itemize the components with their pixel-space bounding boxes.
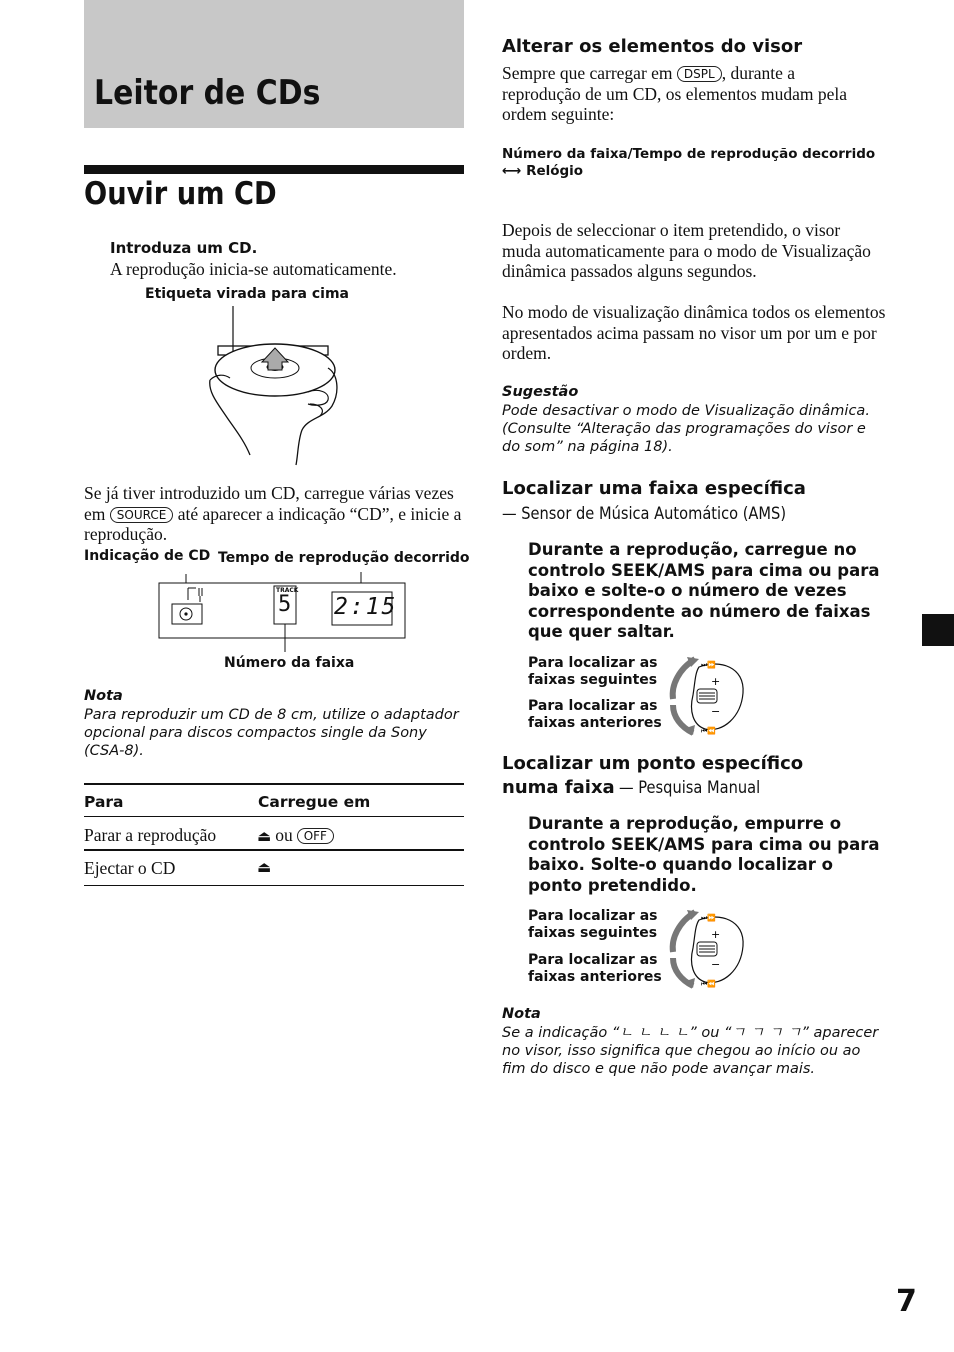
elapsed-time-label: Tempo de reprodução decorrido — [218, 550, 470, 566]
eject-icon: ⏏ — [257, 858, 272, 876]
track-digit: 5 — [278, 592, 292, 617]
svg-text:+: + — [711, 675, 721, 688]
cd-indication-label: Indicação de CD — [84, 548, 211, 564]
display-change-paragraph — [502, 63, 877, 125]
note1-text: Para reproduzir um CD de 8 cm, utilize o adaptador opcional para discos compactos single da Sony (CSA-8). — [84, 707, 459, 759]
loaded-text-a: Se já tiver introduzido um CD, carregue várias vezes em — [84, 483, 454, 524]
intro-step-desc: A reprodução inicia-se automaticamente. — [110, 259, 397, 279]
dspl-key: DSPL — [677, 66, 722, 82]
dynamic-para-2: No modo de visualização dinâmica todos os elementos apresentados acima passam no visor um por um e por ordem. — [502, 302, 886, 363]
svg-text:+: + — [711, 928, 721, 941]
note2-text: Se a indicação “ㄴ ㄴ ㄴ ㄴ” ou “ㄱ ㄱ ㄱ ㄱ” aparecer no visor, isso significa que chegou ao início ou ao fim do disco e que não pode avançar mais. — [502, 1025, 879, 1077]
manual-label-next: Para localizar as faixas seguintes — [528, 908, 658, 941]
manual-heading-1: Localizar um ponto específico — [502, 753, 804, 774]
manual-heading-row — [502, 777, 783, 798]
track-tag: TRACK — [276, 587, 299, 594]
intro-step: Introduza um CD. — [110, 239, 258, 257]
svg-text:−: − — [711, 705, 721, 718]
table-bottom-rule — [84, 885, 464, 886]
ams-label-prev: Para localizar as faixas anteriores — [528, 698, 662, 731]
tip-text: Pode desactivar o modo de Visualização dinâmica. (Consulte “Alteração das programações do visor e do som” na página 18). — [502, 403, 870, 455]
page-number: 7 — [896, 1284, 917, 1319]
table-header-para: Para — [84, 793, 124, 811]
svg-text:−: − — [711, 958, 721, 971]
manual-heading-2: numa faixa — [502, 777, 615, 798]
ams-heading: Localizar uma faixa específica — [502, 478, 806, 499]
dynamic-para-1: Depois de seleccionar o item pretendido, o visor muda automaticamente para o modo de Visualização dinâmica passados alguns segundos. — [502, 220, 871, 281]
section-title: Ouvir um CD — [84, 176, 277, 212]
time-digits: 2:15 — [334, 594, 398, 620]
table-top-rule — [84, 783, 464, 785]
or-text: ou — [275, 825, 293, 845]
manual-label-prev: Para localizar as faixas anteriores — [528, 952, 662, 985]
seek-ams-control-illustration — [665, 908, 750, 990]
svg-text:⏭⏩: ⏭⏩ — [701, 914, 717, 922]
note2-title: Nota — [502, 1006, 541, 1022]
table-row-stop-keys — [257, 825, 334, 846]
section-rule — [84, 165, 464, 174]
eject-icon: ⏏ — [257, 827, 272, 845]
seek-ams-control-illustration — [665, 655, 750, 737]
section-tab — [922, 614, 954, 646]
manual-instruction: Durante a reprodução, empurre o controlo SEEK/AMS para cima ou para baixo. Solte-o quando localizar o ponto pretendido. — [528, 814, 880, 895]
display-order-line1: Número da faixa/Tempo de reprodução decorrido — [502, 146, 876, 162]
tip-title: Sugestão — [502, 384, 579, 400]
chapter-title: Leitor de CDs — [94, 73, 321, 113]
display-change-text-b: , durante a reprodução de um CD, os elementos mudam pela ordem seguinte: — [502, 63, 848, 124]
disc-label-caption: Etiqueta virada para cima — [145, 286, 349, 302]
cd-insert-illustration — [200, 300, 350, 470]
table-mid-rule — [84, 849, 464, 851]
svg-text:⏭⏩: ⏭⏩ — [701, 661, 717, 669]
table-row-eject-action: Ejectar o CD — [84, 858, 176, 878]
note1-title: Nota — [84, 688, 123, 704]
ams-label-next: Para localizar as faixas seguintes — [528, 655, 658, 688]
track-number-label: Número da faixa — [224, 655, 355, 671]
loaded-paragraph — [84, 483, 469, 545]
source-key: SOURCE — [110, 507, 174, 523]
display-change-text-a: Sempre que carregar em — [502, 63, 673, 83]
table-header-carregue: Carregue em — [258, 793, 371, 811]
table-row-stop-action: Parar a reprodução — [84, 825, 217, 845]
display-change-heading: Alterar os elementos do visor — [502, 36, 803, 57]
table-header-rule — [84, 816, 464, 817]
loaded-text-b: até aparecer a indicação “CD”, e inicie a reprodução. — [84, 503, 462, 544]
display-order-line2-row — [502, 163, 583, 179]
display-order-line2: Relógio — [526, 163, 584, 179]
ams-instruction: Durante a reprodução, carregue no controlo SEEK/AMS para cima ou para baixo e solte-o o número de vezes correspondente ao número de faixas que quer saltar. — [528, 540, 880, 641]
bidirectional-arrow-icon: ⟷ — [502, 163, 522, 179]
svg-text:⏮⏪: ⏮⏪ — [701, 980, 717, 988]
off-key: OFF — [297, 828, 334, 844]
manual-subheading: — Pesquisa Manual — [618, 778, 760, 798]
ams-subheading: — Sensor de Música Automático (AMS) — [502, 504, 787, 524]
svg-text:⏮⏪: ⏮⏪ — [701, 727, 717, 735]
